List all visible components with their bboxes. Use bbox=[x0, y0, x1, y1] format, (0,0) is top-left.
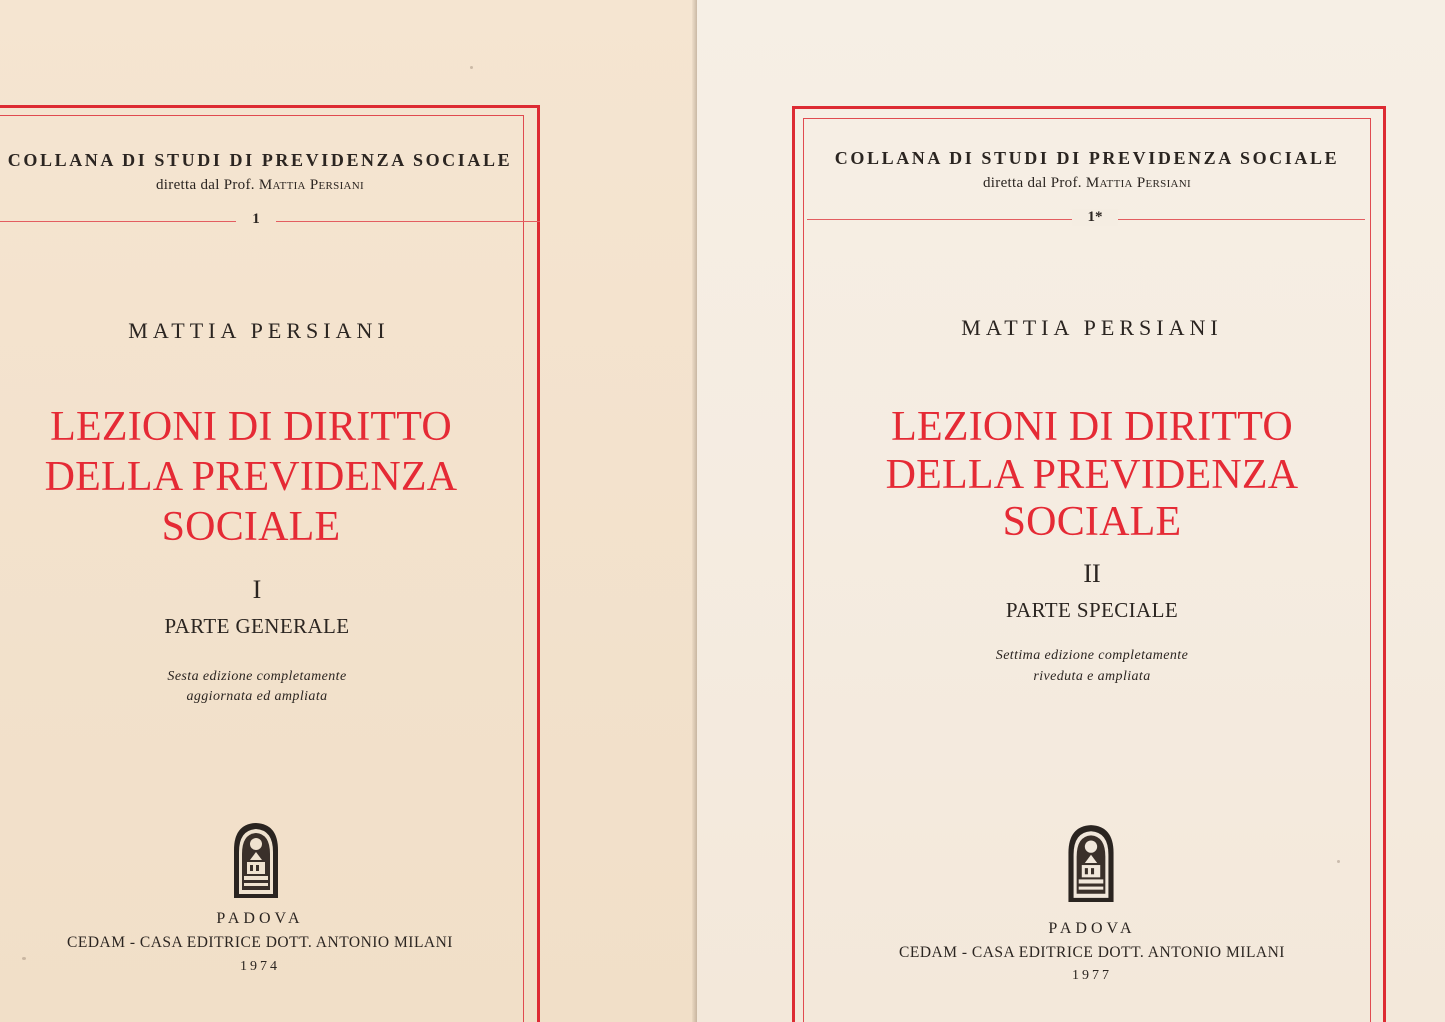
publication-year: 1974 bbox=[240, 959, 280, 974]
volume-part: PARTE GENERALE bbox=[164, 614, 350, 638]
book-title-line-1: LEZIONI DI DIRITTO bbox=[891, 404, 1293, 450]
volume-number: II bbox=[1083, 559, 1101, 588]
series-title: COLLANA DI STUDI DI PREVIDENZA SOCIALE bbox=[834, 148, 1340, 168]
book-title-line-1: LEZIONI DI DIRITTO bbox=[50, 404, 452, 450]
publisher-emblem-icon bbox=[1064, 822, 1118, 904]
publication-year: 1977 bbox=[1072, 968, 1112, 983]
publisher-name: CEDAM - CASA EDITRICE DOTT. ANTONIO MILANI bbox=[67, 934, 453, 951]
series-title: COLLANA DI STUDI DI PREVIDENZA SOCIALE bbox=[7, 150, 513, 170]
publisher-emblem-icon bbox=[230, 820, 282, 900]
publisher-city: PADOVA bbox=[1048, 920, 1136, 937]
author-name: MATTIA PERSIANI bbox=[128, 318, 390, 343]
book-title-line-2: DELLA PREVIDENZA bbox=[885, 452, 1299, 498]
director-name: Mattia Persiani bbox=[1085, 175, 1191, 191]
volume-part: PARTE SPECIALE bbox=[1005, 598, 1179, 622]
edition-line-2: riveduta e ampliata bbox=[1033, 669, 1151, 684]
series-director bbox=[0, 177, 520, 194]
edition-line-1: Sesta edizione completamente bbox=[167, 669, 347, 684]
director-prefix: diretta dal Prof. bbox=[156, 177, 255, 193]
publisher-name: CEDAM - CASA EDITRICE DOTT. ANTONIO MILANI bbox=[899, 944, 1285, 961]
edition-line-1: Settima edizione completamente bbox=[995, 648, 1189, 663]
cover-volume-2 bbox=[697, 0, 1445, 1022]
book-title-line-2: DELLA PREVIDENZA bbox=[44, 454, 458, 500]
director-name: Mattia Persiani bbox=[258, 177, 364, 193]
book-title-line-3: SOCIALE bbox=[1002, 499, 1182, 545]
cover-volume-1 bbox=[0, 0, 697, 1022]
volume-number: I bbox=[252, 575, 262, 604]
author-name: MATTIA PERSIANI bbox=[961, 315, 1223, 340]
director-prefix: diretta dal Prof. bbox=[983, 175, 1082, 191]
series-director bbox=[807, 175, 1367, 192]
edition-line-2: aggiornata ed ampliata bbox=[186, 689, 328, 704]
publisher-city: PADOVA bbox=[216, 910, 304, 927]
series-number: 1* bbox=[1072, 209, 1118, 226]
series-number: 1 bbox=[236, 211, 276, 228]
book-title-line-3: SOCIALE bbox=[161, 504, 341, 550]
